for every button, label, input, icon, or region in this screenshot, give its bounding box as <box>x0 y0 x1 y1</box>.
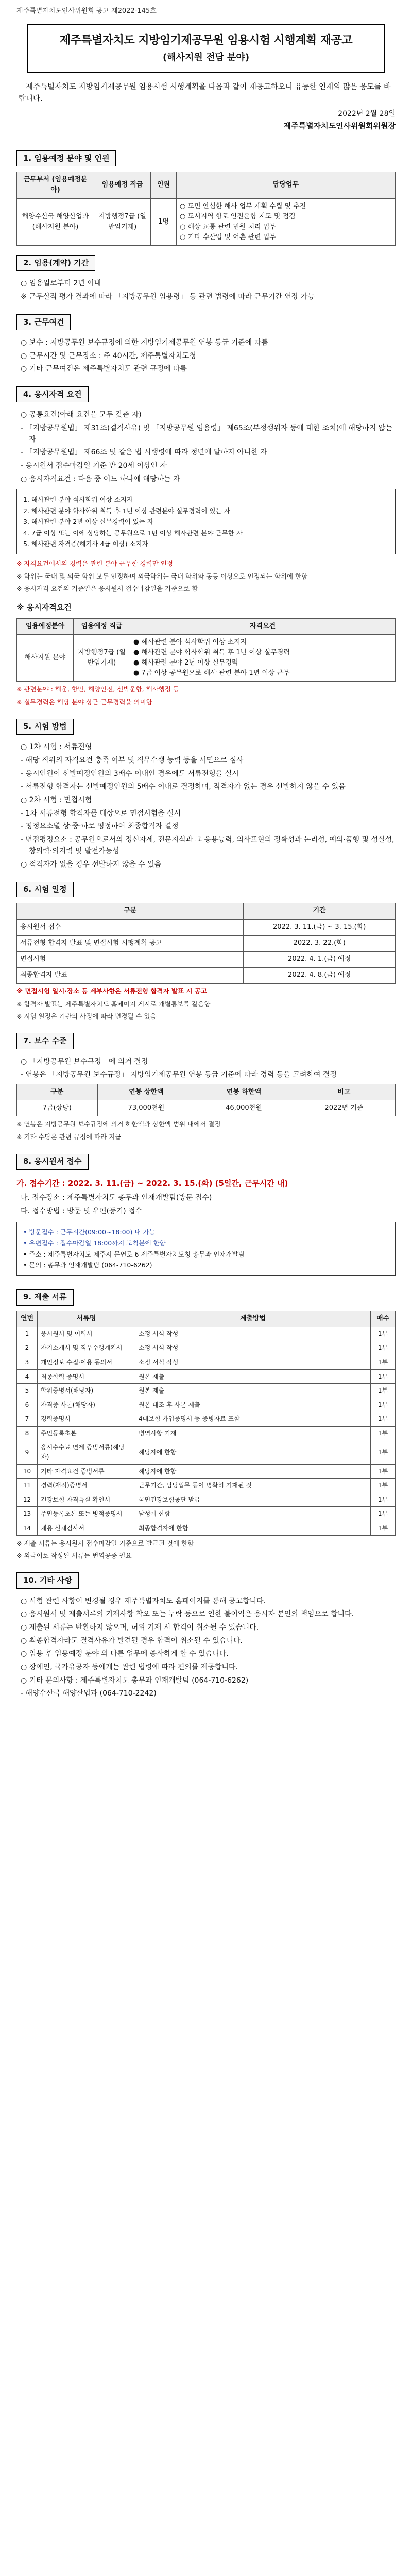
qualification-box <box>16 489 396 554</box>
table-row <box>17 1412 396 1427</box>
section-4-list <box>20 410 396 485</box>
positions-table <box>16 172 396 246</box>
list-item: - 면접평정요소 : 공무원으로서의 정신자세, 전문지식과 그 응용능력, 의사표현의 정확성과 논리성, 예의·품행 및 성실성, 창의력·의지력 및 발전가능성 <box>21 836 394 855</box>
doc-count-cell: 1부 <box>371 1521 396 1536</box>
col-upper: 연봉 상한액 <box>97 1084 195 1100</box>
list-item: - 연봉은 「지방공무원 보수규정」 지방임기제공무원 연봉 등급 기준에 따라 경력 등을 고려하여 결정 <box>21 1071 337 1079</box>
period-cell: 2022. 3. 11.(금) ~ 3. 15.(화) <box>244 919 396 935</box>
list-item: - 응시원서 접수마감일 기준 만 20세 이상인 자 <box>21 462 167 470</box>
doc-method-cell: 해당자에 한함 <box>135 1440 371 1464</box>
doc-name-cell: 주민등록초본 또는 병적증명서 <box>38 1507 135 1521</box>
list-item: ○ 근무시간 및 근무장소 : 주 40시간, 제주특별자치도청 <box>21 351 196 360</box>
table-row <box>17 198 396 246</box>
req-item: ● 7급 이상 공무원으로 해사 관련 분야 1년 이상 근무 <box>133 669 290 677</box>
notice-reference: 제주특별자치도인사위원회 공고 제2022-145호 <box>16 7 157 15</box>
table-row <box>17 1426 396 1440</box>
col-lower: 연봉 하한액 <box>195 1084 293 1100</box>
application-item: • 우편접수 : 접수마감일 18:00까지 도착분에 한함 <box>23 1239 166 1247</box>
col-count: 인원 <box>151 172 177 198</box>
dept-cell: 해양수산국 해양산업과 (해사지원 분야) <box>17 198 94 246</box>
col-qty: 매수 <box>371 1311 396 1327</box>
table-row <box>17 1479 396 1493</box>
phase-cell: 면접시험 <box>17 951 244 967</box>
doc-name-cell: 응시원서 및 이력서 <box>38 1327 135 1341</box>
section-1-heading: 1. 임용예정 분야 및 인원 <box>16 150 116 166</box>
duty-item: ○ 도서지역 항로 안전운항 지도 및 점검 <box>180 212 296 221</box>
col-rank: 임용예정 직급 <box>74 618 130 634</box>
list-item: ○ 적격자가 없을 경우 선발하지 않을 수 있음 <box>21 860 162 869</box>
req-item: ● 해사관련 분야 2년 이상 실무경력 <box>133 659 238 667</box>
doc-method-cell: 최종합격자에 한함 <box>135 1521 371 1536</box>
doc-name-cell: 기타 자격요건 증빙서류 <box>38 1464 135 1479</box>
qualification-item: 5. 해사관련 자격증(해기사 4급 이상) 소지자 <box>23 539 148 548</box>
list-item: ○ 임용 후 임용예정 분야 외 다른 업무에 종사하게 할 수 있습니다. <box>21 1650 229 1658</box>
req-item: ● 해사관련 분야 석사학위 이상 소지자 <box>133 638 247 646</box>
notice-title: 제주특별자치도 지방임기제공무원 임용시험 시행계획 재공고 <box>59 34 353 47</box>
doc-count-cell: 1부 <box>371 1440 396 1464</box>
doc-name-cell: 자격증 사본(해당자) <box>38 1398 135 1412</box>
col-doc: 서류명 <box>38 1311 135 1327</box>
reqs-cell <box>130 634 396 682</box>
list-item: 나. 접수장소 : 제주특별자치도 총무과 인재개발팀(방문 접수) <box>21 1194 212 1202</box>
doc-count-cell: 1부 <box>371 1398 396 1412</box>
col-remark: 비고 <box>293 1084 395 1100</box>
list-item: ※ 근무실적 평가 결과에 따라 「지방공무원 임용령」 등 관련 법령에 따라 근무기간 연장 가능 <box>21 293 315 301</box>
doc-count-cell: 1부 <box>371 1479 396 1493</box>
doc-number-cell: 14 <box>17 1521 38 1536</box>
lower-cell: 46,000천원 <box>195 1100 293 1116</box>
table-row <box>17 634 396 682</box>
doc-name-cell: 개인정보 수집·이용 동의서 <box>38 1355 135 1369</box>
table-row <box>17 1493 396 1507</box>
qualification-note: ※ 학위는 국내 및 외국 학위 모두 인정하며 외국학위는 국내 학위와 동등 이상으로 인정되는 학위에 한함 <box>16 572 308 580</box>
remark-cell: 2022년 기준 <box>293 1100 395 1116</box>
rank-cell: 지방행정7급 (일반임기제) <box>94 198 151 246</box>
doc-count-cell: 1부 <box>371 1493 396 1507</box>
list-item: ○ 1차 시험 : 서류전형 <box>21 743 92 752</box>
section-3-list <box>20 337 396 375</box>
doc-method-cell: 병역사항 기재 <box>135 1426 371 1440</box>
list-item: ○ 기타 문의사항 : 제주특별자치도 총무과 인재개발팀 (064-710-6262) <box>21 1676 249 1685</box>
doc-number-cell: 10 <box>17 1464 38 1479</box>
col-phase: 구분 <box>17 903 244 919</box>
section-5-heading: 5. 시험 방법 <box>16 719 74 735</box>
qualification-note: ※ 자격요건에서의 경력은 관련 분야 근무한 경력만 인정 <box>16 560 173 568</box>
req-item: ● 해사관련 분야 학사학위 취득 후 1년 이상 실무경력 <box>133 648 290 656</box>
list-item: - 1차 서류전형 합격자를 대상으로 면접시험을 실시 <box>21 809 181 818</box>
section-8-list <box>20 1193 396 1217</box>
doc-method-cell: 소정 서식 작성 <box>135 1327 371 1341</box>
field-note: ※ 실무경력은 해당 분야 상근 근무경력을 의미함 <box>16 698 152 706</box>
doc-number-cell: 7 <box>17 1412 38 1427</box>
table-row <box>17 1355 396 1369</box>
section-7-list <box>20 1057 396 1081</box>
doc-method-cell: 4대보험 가입증명서 등 증빙자료 포함 <box>135 1412 371 1427</box>
phase-cell: 서류전형 합격자 발표 및 면접시험 시행계획 공고 <box>17 935 244 951</box>
section-2-list <box>20 278 396 302</box>
duty-item: ○ 기타 수산업 및 어촌 관련 업무 <box>180 233 276 241</box>
table-row <box>17 1327 396 1341</box>
doc-method-cell: 소정 서식 작성 <box>135 1355 371 1369</box>
list-item: ○ 2차 시험 : 면접시험 <box>21 796 92 805</box>
doc-count-cell: 1부 <box>371 1426 396 1440</box>
list-item: ○ 보수 : 지방공무원 보수규정에 의한 지방임기제공무원 연봉 등급 기준에 따름 <box>21 338 268 347</box>
table-row <box>17 1100 396 1116</box>
doc-name-cell: 경력(재직)증명서 <box>38 1479 135 1493</box>
list-item: ○ 시험 관련 사항이 변경될 경우 제주특별자치도 홈페이지를 통해 공고합니다. <box>21 1597 266 1605</box>
schedule-table <box>16 903 396 984</box>
doc-name-cell: 건강보험 자격득실 확인서 <box>38 1493 135 1507</box>
col-grade: 구분 <box>17 1084 98 1100</box>
doc-count-cell: 1부 <box>371 1412 396 1427</box>
notice-date: 2022년 2월 28일 <box>338 110 396 118</box>
doc-number-cell: 12 <box>17 1493 38 1507</box>
period-cell: 2022. 4. 1.(금) 예정 <box>244 951 396 967</box>
table-row <box>17 968 396 984</box>
col-method: 제출방법 <box>135 1311 371 1327</box>
col-rank: 임용예정 직급 <box>94 172 151 198</box>
doc-method-cell: 소정 서식 작성 <box>135 1341 371 1355</box>
doc-count-cell: 1부 <box>371 1355 396 1369</box>
list-item: - 응시인원이 선발예정인원의 3배수 이내인 경우에도 서류전형을 실시 <box>21 769 239 778</box>
doc-method-cell: 국민건강보험공단 발급 <box>135 1493 371 1507</box>
list-item: ○ 최종합격자라도 결격사유가 발견될 경우 합격이 취소될 수 있습니다. <box>21 1636 243 1645</box>
section-10-list <box>20 1596 396 1700</box>
doc-count-cell: 1부 <box>371 1464 396 1479</box>
section-2-heading: 2. 임용(계약) 기간 <box>16 255 95 271</box>
table-row <box>17 935 396 951</box>
list-item: ○ 장애인, 국가유공자 등에게는 관련 법령에 따라 편의를 제공합니다. <box>21 1663 238 1672</box>
list-item: - 서류전형 합격자는 선발예정인원의 5배수 이내로 결정하며, 적격자가 없는 경우 선발하지 않을 수 있음 <box>21 783 346 791</box>
application-item: • 문의 : 총무과 인재개발팀 (064-710-6262) <box>23 1261 152 1269</box>
list-item: - 「지방공무원법」 제31조(결격사유) 및 「지방공무원 임용령」 제65조(부정행위자 등에 대한 조치)에 해당하지 않는 자 <box>21 423 392 444</box>
doc-number-cell: 3 <box>17 1355 38 1369</box>
doc-number-cell: 6 <box>17 1398 38 1412</box>
col-duties: 담당업무 <box>177 172 396 198</box>
col-field: 임용예정분야 <box>17 618 74 634</box>
doc-number-cell: 9 <box>17 1440 38 1464</box>
documents-note: ※ 제출 서류는 응시원서 접수마감일 기준으로 발급된 것에 한함 <box>16 1539 194 1547</box>
doc-method-cell: 남성에 한함 <box>135 1507 371 1521</box>
doc-name-cell: 채용 신체검사서 <box>38 1521 135 1536</box>
section-10-heading: 10. 기타 사항 <box>16 1572 79 1588</box>
doc-number-cell: 5 <box>17 1384 38 1398</box>
schedule-note: ※ 합격자 발표는 제주특별자치도 홈페이지 게시로 개별통보를 갈음함 <box>16 999 211 1008</box>
col-no: 연번 <box>17 1311 38 1327</box>
list-item: ○ 임용일로부터 2년 이내 <box>21 279 101 288</box>
doc-number-cell: 2 <box>17 1341 38 1355</box>
list-item: - 평정요소별 상·중·하로 평정하여 최종합격자 결정 <box>21 822 179 831</box>
qualification-item: 3. 해사관련 분야 2년 이상 실무경력이 있는 자 <box>23 518 153 526</box>
section-3-heading: 3. 근무여건 <box>16 314 71 330</box>
qualification-table <box>16 618 396 682</box>
doc-method-cell: 근무기간, 담당업무 등이 명확히 기재된 것 <box>135 1479 371 1493</box>
table-row <box>17 1521 396 1536</box>
doc-number-cell: 1 <box>17 1327 38 1341</box>
duty-item: ○ 해상 교통 관련 민원 처리 업무 <box>180 223 276 231</box>
qualification-item: 4. 7급 이상 또는 이에 상당하는 공무원으로 1년 이상 해사관련 분야 근무한 자 <box>23 529 243 537</box>
list-item: - 해당 직위의 자격요건 충족 여부 및 직무수행 능력 등을 서면으로 심사 <box>21 756 244 765</box>
section-4-heading: 4. 응시자격 요건 <box>16 386 89 402</box>
list-item: ○ 응시자격요건 : 다음 중 어느 하나에 해당하는 자 <box>21 474 180 483</box>
application-box <box>16 1222 396 1276</box>
qualification-item: 1. 해사관련 분야 석사학위 이상 소지자 <box>23 496 133 504</box>
table-row <box>17 1384 396 1398</box>
list-item: - 해양수산국 해양산업과 (064-710-2242) <box>21 1689 157 1698</box>
table-row <box>17 1369 396 1384</box>
col-period: 기간 <box>244 903 396 919</box>
table-row <box>17 919 396 935</box>
schedule-note: ※ 면접시험 일시·장소 등 세부사항은 서류전형 합격자 발표 시 공고 <box>16 987 208 995</box>
list-item: 다. 접수방법 : 방문 및 우편(등기) 접수 <box>21 1207 143 1216</box>
duties-cell <box>177 198 396 246</box>
application-period: 가. 접수기간 : 2022. 3. 11.(금) ~ 2022. 3. 15.(화) (5일간, 근무시간 내) <box>16 1179 288 1189</box>
doc-number-cell: 13 <box>17 1507 38 1521</box>
phase-cell: 응시원서 접수 <box>17 919 244 935</box>
doc-number-cell: 8 <box>17 1426 38 1440</box>
phase-cell: 최종합격자 발표 <box>17 968 244 984</box>
title-box <box>27 24 385 73</box>
salary-note: ※ 기타 수당은 관련 규정에 따라 지급 <box>16 1132 122 1141</box>
grade-cell: 7급(상당) <box>17 1100 98 1116</box>
table-row <box>17 1440 396 1464</box>
list-item: ○ 제출된 서류는 반환하지 않으며, 허위 기재 시 합격이 취소될 수 있습니다. <box>21 1623 259 1632</box>
upper-cell: 73,000천원 <box>97 1100 195 1116</box>
doc-method-cell: 원본 제출 <box>135 1384 371 1398</box>
salary-note: ※ 연봉은 지방공무원 보수규정에 의거 하한액과 상한액 범위 내에서 결정 <box>16 1120 221 1128</box>
doc-method-cell: 원본 대조 후 사본 제출 <box>135 1398 371 1412</box>
doc-name-cell: 학위증명서(해당자) <box>38 1384 135 1398</box>
period-cell: 2022. 4. 8.(금) 예정 <box>244 968 396 984</box>
col-dept: 근무부서 (임용예정분야) <box>17 172 94 198</box>
doc-count-cell: 1부 <box>371 1327 396 1341</box>
doc-count-cell: 1부 <box>371 1384 396 1398</box>
section-7-heading: 7. 보수 수준 <box>16 1033 74 1049</box>
doc-name-cell: 자기소개서 및 직무수행계획서 <box>38 1341 135 1355</box>
qualification-item: 2. 해사관련 분야 학사학위 취득 후 1년 이상 관련분야 실무경력이 있는 자 <box>23 506 230 515</box>
notice-subtitle: (해사지원 전담 분야) <box>162 52 250 63</box>
doc-method-cell: 해당자에 한함 <box>135 1464 371 1479</box>
qualification-note: ※ 응시자격 요건의 기준일은 응시원서 접수마감일을 기준으로 함 <box>16 585 198 593</box>
list-item: ○ 기타 근무여건은 제주특별자치도 관련 규정에 따름 <box>21 365 187 374</box>
doc-method-cell: 원본 제출 <box>135 1369 371 1384</box>
schedule-note: ※ 시험 일정은 기관의 사정에 따라 변경될 수 있음 <box>16 1012 157 1020</box>
documents-note: ※ 외국어로 작성된 서류는 번역공증 필요 <box>16 1552 132 1560</box>
doc-count-cell: 1부 <box>371 1369 396 1384</box>
section-9-heading: 9. 제출 서류 <box>16 1289 74 1305</box>
table-row <box>17 951 396 967</box>
list-item: - 「지방공무원법」 제66조 및 같은 법 시행령에 따라 정년에 달하지 아니한 자 <box>21 448 267 457</box>
doc-count-cell: 1부 <box>371 1341 396 1355</box>
count-cell: 1명 <box>151 198 177 246</box>
doc-number-cell: 11 <box>17 1479 38 1493</box>
field-note: ※ 관련분야 : 해운, 항만, 해양안전, 선박운항, 해사행정 등 <box>16 685 179 693</box>
table-row <box>17 1464 396 1479</box>
duty-item: ○ 도민 안심한 해사 업무 계획 수립 및 추진 <box>180 202 306 210</box>
section-6-heading: 6. 시험 일정 <box>16 882 74 897</box>
salary-table <box>16 1084 396 1116</box>
table-row <box>17 1398 396 1412</box>
table-row <box>17 1507 396 1521</box>
application-item: • 방문접수 : 근무시간(09:00~18:00) 내 가능 <box>23 1228 156 1236</box>
table-row <box>17 1341 396 1355</box>
rank-cell: 지방행정7급 (일반임기제) <box>74 634 130 682</box>
doc-name-cell: 경력증명서 <box>38 1412 135 1427</box>
list-item: ○ 응시원서 및 제출서류의 기재사항 착오 또는 누락 등으로 인한 불이익은 응시자 본인의 책임으로 합니다. <box>21 1610 354 1619</box>
doc-name-cell: 최종학력 증명서 <box>38 1369 135 1384</box>
list-item: ○ 「지방공무원 보수규정」에 의거 결정 <box>21 1057 148 1066</box>
period-cell: 2022. 3. 22.(화) <box>244 935 396 951</box>
section-8-heading: 8. 응시원서 접수 <box>16 1154 89 1170</box>
doc-name-cell: 응시수수료 면제 증빙서류(해당자) <box>38 1440 135 1464</box>
list-item: ○ 공통요건(아래 요건을 모두 갖춘 자) <box>21 411 142 419</box>
doc-number-cell: 4 <box>17 1369 38 1384</box>
col-reqs: 자격요건 <box>130 618 396 634</box>
section-5-list <box>20 742 396 870</box>
field-cell: 해사지원 분야 <box>17 634 74 682</box>
sub-qualification-heading: ※ 응시자격요건 <box>16 603 72 613</box>
documents-table <box>16 1311 396 1536</box>
doc-name-cell: 주민등록초본 <box>38 1426 135 1440</box>
intro-text: 제주특별자치도 지방임기제공무원 임용시험 시행계획을 다음과 같이 재공고하오니 유능한 인재의 많은 응모를 바랍니다. <box>19 83 391 103</box>
doc-count-cell: 1부 <box>371 1507 396 1521</box>
issuing-org: 제주특별자치도인사위원회위원장 <box>283 121 396 130</box>
application-item: • 주소 : 제주특별자치도 제주시 문연로 6 제주특별자치도청 총무과 인재개발팀 <box>23 1250 245 1258</box>
